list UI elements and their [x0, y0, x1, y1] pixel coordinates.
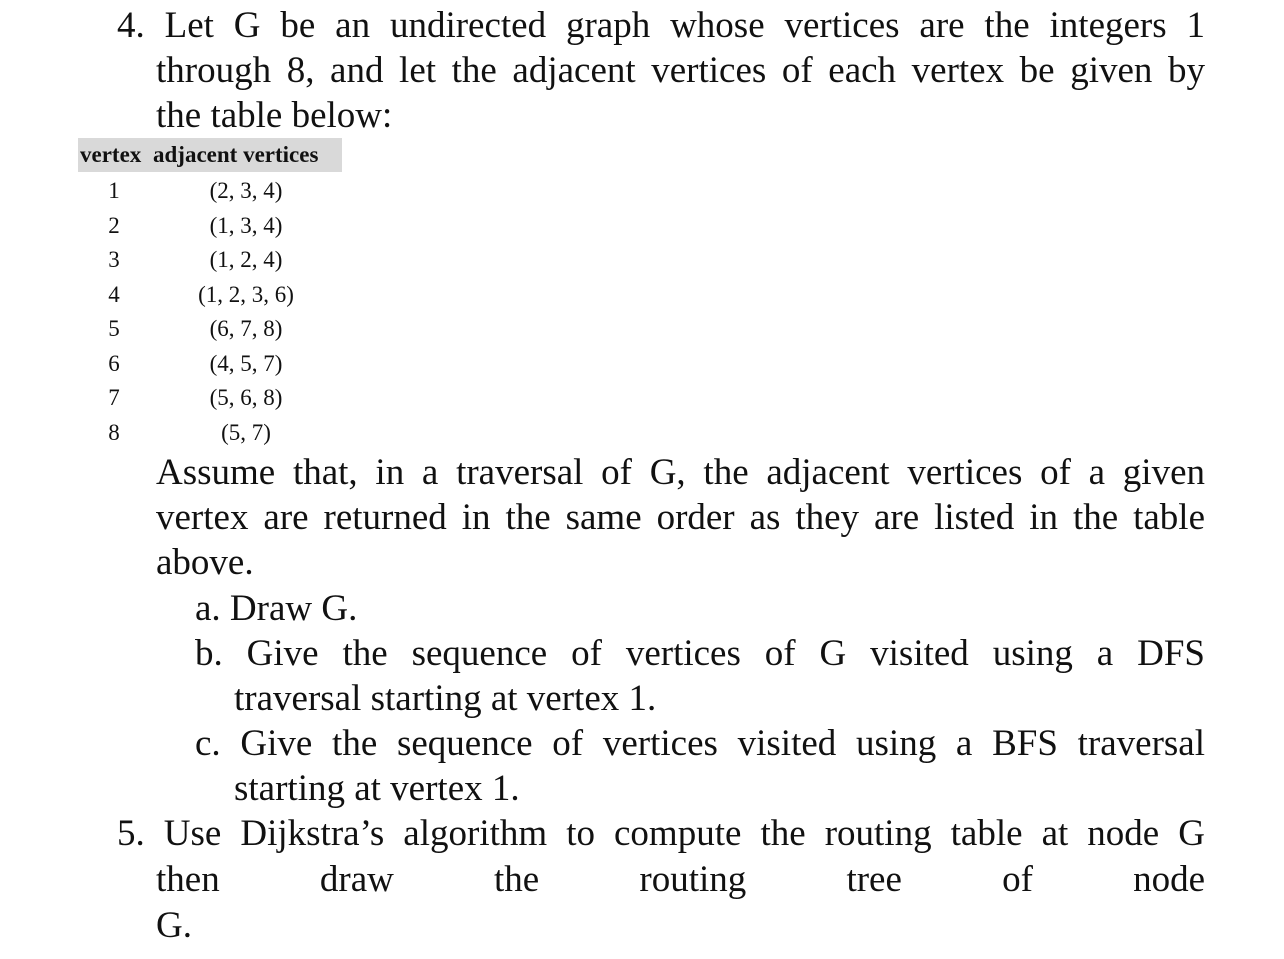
table-row	[78, 416, 342, 451]
adjacent-cell: (5, 6, 8)	[209, 385, 283, 410]
adjacent-cell: (4, 5, 7)	[209, 350, 283, 376]
adjacent-cell: (6, 7, 8)	[209, 316, 283, 341]
vertex-cell: 4	[108, 281, 120, 307]
part-b-line-2: traversal starting at vertex 1.	[234, 678, 657, 719]
q5-line-3: G.	[156, 905, 192, 946]
part-c-line-1: c. Give the sequence of vertices visited using a BFS traversal	[195, 723, 1205, 764]
adjacent-cell: (2, 3, 4)	[209, 178, 283, 203]
vertex-cell: 1	[108, 178, 120, 203]
table-row	[78, 278, 342, 313]
q4-line-1: 4. Let G be an undirected graph whose vertices are the integers 1	[117, 5, 1205, 46]
vertex-cell: 3	[108, 247, 120, 272]
table-row	[78, 381, 342, 416]
q4-line-3: the table below:	[156, 95, 393, 136]
q5-line-1: 5. Use Dijkstra’s algorithm to compute the routing table at node G	[117, 813, 1205, 854]
table-row	[78, 243, 342, 278]
vertex-cell: 8	[108, 419, 120, 445]
table-row	[78, 209, 342, 244]
table-header	[78, 138, 342, 172]
part-a: a. Draw G.	[195, 588, 358, 629]
vertex-cell: 6	[108, 350, 120, 376]
header-adjacent-vertices: adjacent vertices	[153, 142, 319, 167]
adjacent-cell: (1, 2, 4)	[209, 247, 283, 272]
adjacent-cell: (5, 7)	[221, 419, 271, 445]
part-c-line-2: starting at vertex 1.	[234, 768, 520, 809]
assume-line-3: above.	[156, 542, 254, 583]
part-b-line-1: b. Give the sequence of vertices of G visited using a DFS	[195, 633, 1205, 674]
assume-line-1: Assume that, in a traversal of G, the adjacent vertices of a given	[156, 452, 1205, 493]
vertex-cell: 2	[108, 212, 120, 238]
vertex-cell: 7	[108, 385, 120, 410]
adjacent-cell: (1, 2, 3, 6)	[198, 281, 294, 307]
table-row	[78, 312, 342, 347]
adjacent-cell: (1, 3, 4)	[209, 212, 283, 238]
q4-line-2: through 8, and let the adjacent vertices of each vertex be given by	[156, 50, 1205, 91]
table-row	[78, 347, 342, 382]
vertex-cell: 5	[108, 316, 120, 341]
q5-line-2: then draw the routing tree of node	[156, 859, 1205, 900]
assume-line-2: vertex are returned in the same order as they are listed in the table	[156, 497, 1205, 538]
table-row	[78, 174, 342, 209]
header-vertex: vertex	[80, 142, 142, 167]
